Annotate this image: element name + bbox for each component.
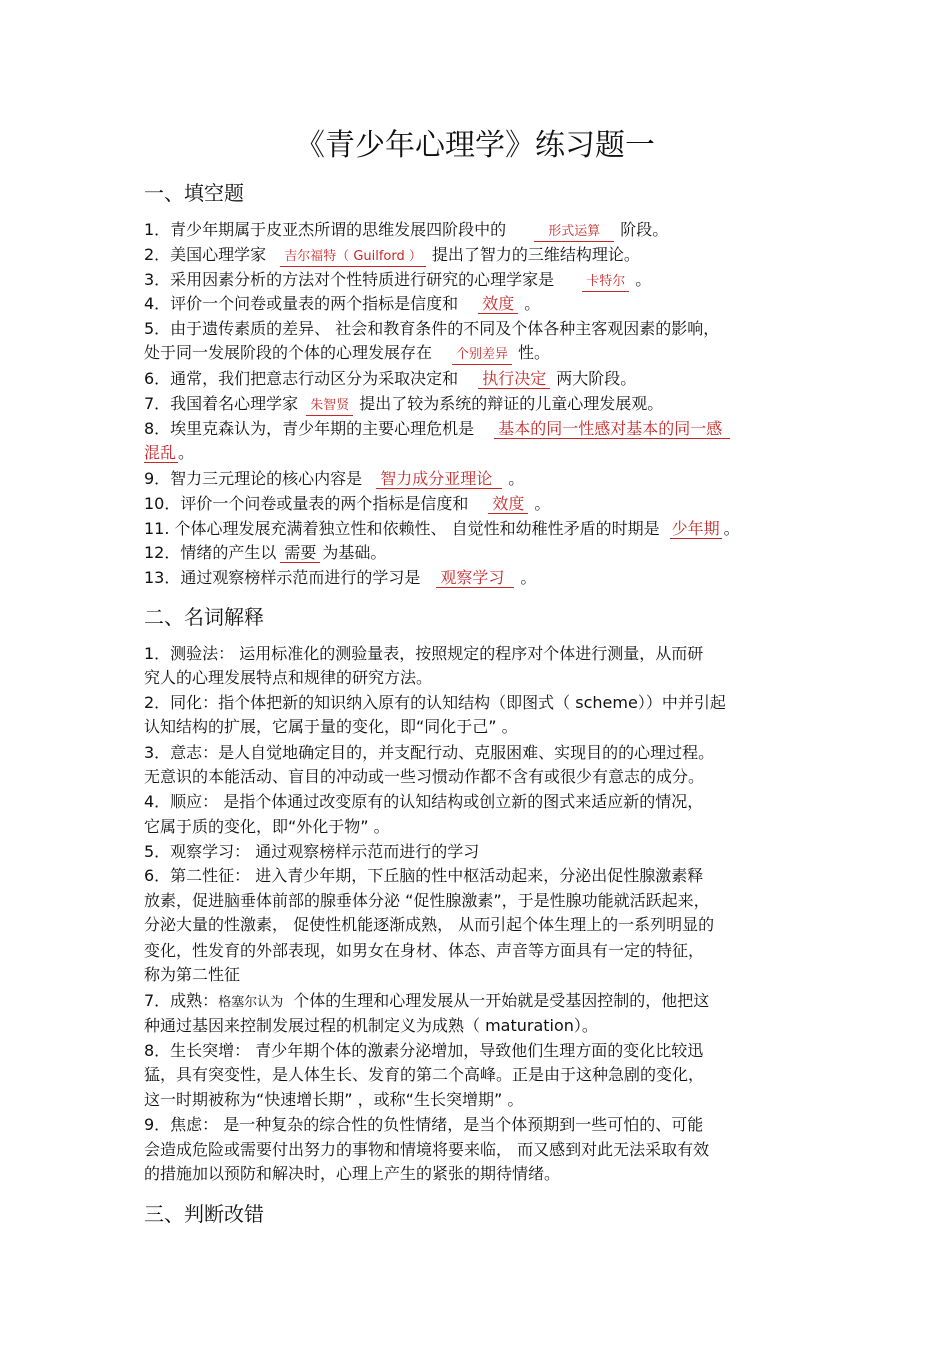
answer-blank: 智力成分亚理论 xyxy=(376,469,502,489)
fill-question-7 xyxy=(144,393,663,416)
term-line: 的措施加以预防和解决时，心理上产生的紧张的期待情绪。 xyxy=(144,1164,561,1183)
section-heading-terms: 二、名词解释 xyxy=(144,605,264,629)
section-heading-judge: 三、判断改错 xyxy=(144,1202,264,1226)
term-line-7 xyxy=(144,990,709,1014)
fill-question-5-line1: 5．由于遗传素质的差异、 社会和教育条件的不同及个体各种主客观因素的影响， xyxy=(144,319,720,338)
answer-blank: 效度 xyxy=(488,494,528,514)
fill-question-1 xyxy=(144,219,668,242)
question-text: 6．通常，我们把意志行动区分为采取决定和 xyxy=(144,369,459,388)
fill-question-6 xyxy=(144,368,636,390)
answer-blank: 基本的同一性感对基本的同一感 xyxy=(494,419,730,439)
fill-question-3 xyxy=(144,269,651,292)
term-line: 分泌大量的性激素， 促使性机能逐渐成熟， 从而引起个体生理上的一系列明显的 xyxy=(144,915,715,934)
question-text: 。 xyxy=(178,443,195,462)
term-label: 7．成熟： xyxy=(144,991,219,1010)
answer-blank: 吉尔福特（ Guilford ） xyxy=(280,247,426,267)
term-line: 8．生长突增： 青少年期个体的激素分泌增加，导致他们生理方面的变化比较迅 xyxy=(144,1041,704,1060)
term-note: 格塞尔认为 xyxy=(218,995,284,1010)
term-line: 认知结构的扩展，它属于量的变化，即“同化于己” 。 xyxy=(144,717,518,736)
answer-blank: 少年期 xyxy=(671,519,720,538)
fill-question-11 xyxy=(144,518,740,540)
term-line: 2．同化：指个体把新的知识纳入原有的认知结构（即图式（ scheme））中并引起 xyxy=(144,693,726,712)
question-text: 13．通过观察榜样示范而进行的学习是 xyxy=(144,568,421,587)
answer-blank: 混乱 xyxy=(144,443,177,462)
term-line: 1．测验法： 运用标准化的测验量表，按照规定的程序对个体进行测量，从而研 xyxy=(144,644,704,663)
fill-question-8 xyxy=(144,418,736,440)
term-line: 放素，促进脑垂体前部的腺垂体分泌 “促性腺激素”，于是性腺功能就活跃起来， xyxy=(144,891,710,910)
term-line: 9．焦虑： 是一种复杂的综合性的负性情绪，是当个体预期到一些可怕的、可能 xyxy=(144,1115,704,1134)
term-line: 3．意志：是人自觉地确定目的，并支配行动、克服困难、实现目的的心理过程。 xyxy=(144,743,715,762)
question-text: 。 xyxy=(635,270,652,289)
question-text: 。 xyxy=(508,469,525,488)
section-heading-fill: 一、填空题 xyxy=(144,181,244,205)
term-line: 猛，具有突变性，是人体生长、发育的第二个高峰。正是由于这种急剧的变化， xyxy=(144,1065,705,1084)
term-line: 无意识的本能活动、盲目的冲动或一些习惯动作都不含有或很少有意志的成分。 xyxy=(144,767,705,786)
answer-blank: 需要 xyxy=(280,543,320,563)
question-text: 处于同一发展阶段的个体的心理发展存在 xyxy=(144,343,433,362)
question-text: 3．采用因素分析的方法对个性特质进行研究的心理学家是 xyxy=(144,270,555,289)
answer-blank: 执行决定 xyxy=(478,369,550,389)
term-line: 称为第二性征 xyxy=(144,965,241,984)
question-text: 7．我国着名心理学家 xyxy=(144,394,299,413)
question-text: 12．情绪的产生以 xyxy=(144,543,277,562)
fill-question-10 xyxy=(144,493,550,515)
term-line: 会造成危险或需要付出努力的事物和情境将要来临， 而又感到对此无法采取有效 xyxy=(144,1140,710,1159)
fill-question-8-line2 xyxy=(144,442,194,464)
question-text: 11. 个体心理发展充满着独立性和依赖性、 自觉性和幼稚性矛盾的时期是 xyxy=(144,519,660,538)
fill-question-9 xyxy=(144,468,524,490)
question-text: 。 xyxy=(534,494,551,513)
answer-blank: 效度 xyxy=(478,294,518,314)
question-text: 为基础。 xyxy=(322,543,387,562)
question-text: 。 xyxy=(520,568,537,587)
fill-question-12 xyxy=(144,542,386,564)
answer-blank: 观察学习 xyxy=(436,568,514,588)
fill-question-4 xyxy=(144,293,540,315)
answer-blank: 形式运算 xyxy=(534,222,614,242)
term-line: 这一时期被称为“快速增长期” ，或称“生长突增期” 。 xyxy=(144,1090,524,1109)
answer-blank: 朱智贤 xyxy=(306,396,353,416)
term-line: 它属于质的变化，即“外化于物” 。 xyxy=(144,817,390,836)
answer-blank: 卡特尔 xyxy=(582,272,629,292)
fill-question-2 xyxy=(144,244,640,267)
question-text: 性。 xyxy=(518,343,551,362)
question-text: 2．美国心理学家 xyxy=(144,245,267,264)
question-text: 阶段。 xyxy=(620,220,669,239)
answer-blank: 个别差异 xyxy=(452,345,512,365)
question-text: 10．评价一个问卷或量表的两个指标是信度和 xyxy=(144,494,469,513)
question-text: 4．评价一个问卷或量表的两个指标是信度和 xyxy=(144,294,459,313)
term-line: 变化，性发育的外部表现，如男女在身材、体态、声音等方面具有一定的特征， xyxy=(144,941,705,960)
question-text: 1．青少年期属于皮亚杰所谓的思维发展四阶段中的 xyxy=(144,220,507,239)
term-line: 4．顺应： 是指个体通过改变原有的认知结构或创立新的图式来适应新的情况， xyxy=(144,792,704,811)
question-text: 8．埃里克森认为，青少年期的主要心理危机是 xyxy=(144,419,475,438)
question-text: 提出了较为系统的辩证的儿童心理发展观。 xyxy=(359,394,664,413)
term-line: 6．第二性征： 进入青少年期，下丘脑的性中枢活动起来，分泌出促性腺激素释 xyxy=(144,866,704,885)
question-text: 9．智力三元理论的核心内容是 xyxy=(144,469,363,488)
term-line: 种通过基因来控制发展过程的机制定义为成熟（ maturation）。 xyxy=(144,1016,598,1035)
fill-question-5 xyxy=(144,342,550,365)
question-text: 。 xyxy=(524,294,541,313)
term-line: 5．观察学习： 通过观察榜样示范而进行的学习 xyxy=(144,842,480,861)
question-text: 提出了智力的三维结构理论。 xyxy=(431,245,640,264)
question-text: 。 xyxy=(723,519,740,538)
fill-question-13 xyxy=(144,567,536,589)
term-text: 个体的生理和心理发展从一开始就是受基因控制的，他把这 xyxy=(293,991,710,1010)
page-title: 《青少年心理学》练习题一 xyxy=(295,128,655,163)
term-line: 究人的心理发展特点和规律的研究方法。 xyxy=(144,668,433,687)
question-text: 两大阶段。 xyxy=(556,369,637,388)
